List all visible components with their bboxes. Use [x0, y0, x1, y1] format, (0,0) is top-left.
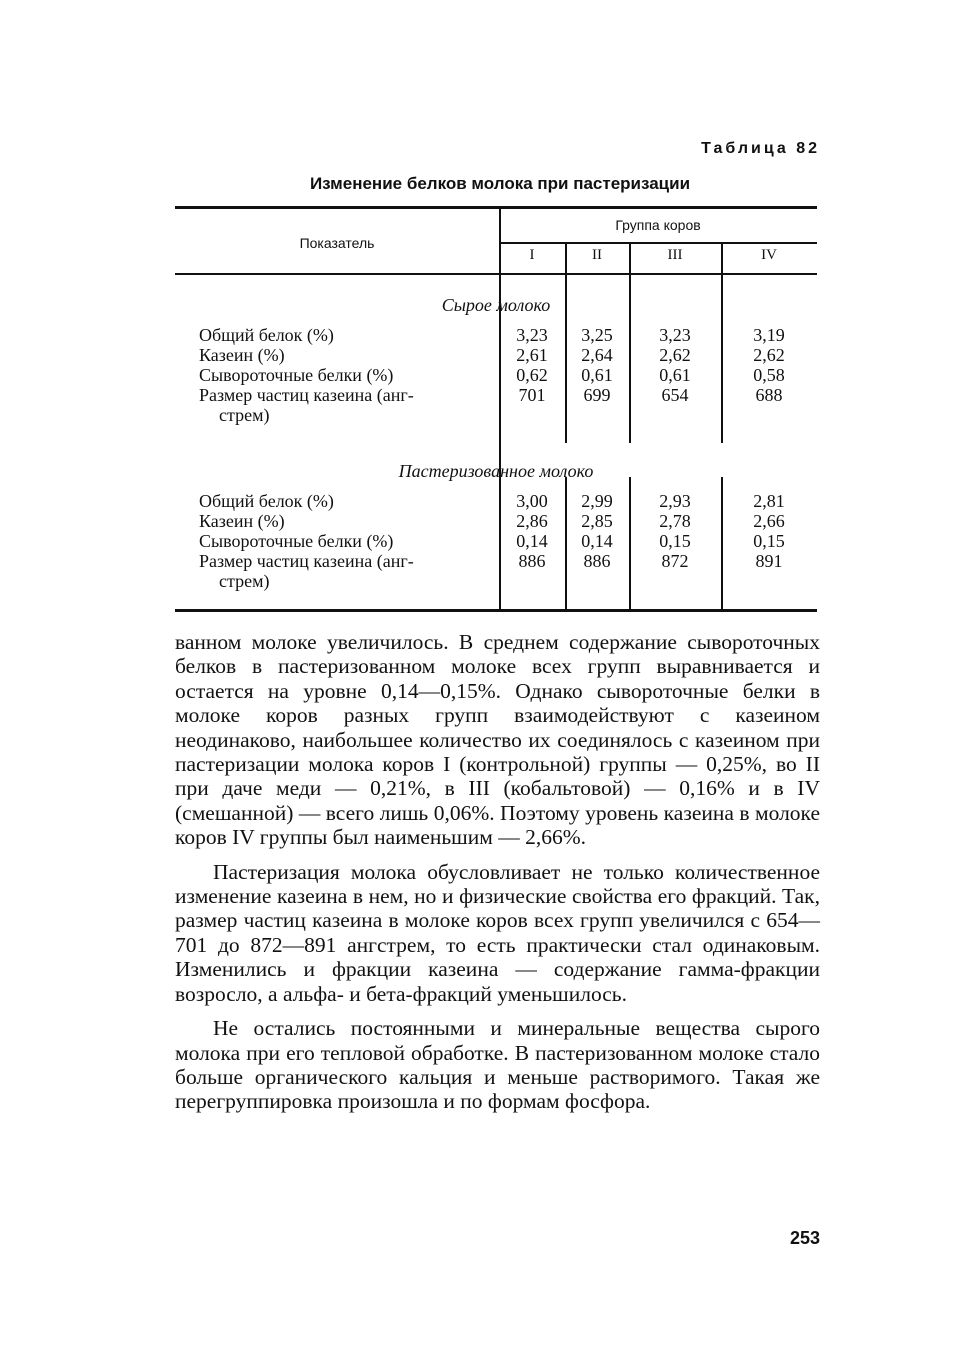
- cell: 2,78: [659, 511, 691, 531]
- cell: 3,19: [753, 325, 785, 345]
- page-number: 253: [789, 1228, 820, 1248]
- table-header-bottom: [175, 273, 817, 275]
- table-title: Изменение белков молока при пастеризации: [309, 174, 691, 193]
- header-col-3: III: [667, 247, 683, 263]
- cell: 3,23: [659, 325, 691, 345]
- cell: 886: [518, 551, 546, 571]
- cell: 3,00: [516, 491, 548, 511]
- row-label-text: Размер частиц казеина (анг-: [199, 385, 414, 405]
- table-header-subline: [499, 242, 817, 244]
- row-label-text: Общий белок (%): [199, 325, 334, 345]
- cell: 2,62: [753, 345, 785, 365]
- row-label-text: Размер частиц казеина (анг-: [199, 551, 414, 571]
- row-label-text: Сывороточные белки (%): [199, 365, 394, 385]
- cell: 0,61: [659, 365, 691, 385]
- header-col-2: II: [592, 247, 602, 263]
- cell: 2,86: [516, 511, 548, 531]
- paragraph-3: Не остались постоянными и минеральные вещества сырого молока при его тепловой обработке. В пастеризованном молоке стало больше органического кальция и меньше растворимого. Такая же перегруппировка произошла и по формам фосфора.: [175, 1016, 820, 1114]
- cell: 701: [518, 385, 546, 405]
- cell: 2,66: [753, 511, 785, 531]
- cell: 0,15: [753, 531, 785, 551]
- row-label-cont: стрем): [219, 571, 270, 591]
- header-group: Группа коров: [615, 217, 701, 233]
- cell: 654: [661, 385, 689, 405]
- cell: 0,15: [659, 531, 691, 551]
- cell: 872: [661, 551, 689, 571]
- row-label: [199, 491, 499, 511]
- section-title-raw: Сырое молоко: [441, 295, 551, 315]
- protein-table: [175, 206, 817, 612]
- row-label: [199, 531, 499, 551]
- cell: 0,61: [581, 365, 613, 385]
- table-divider-col2b: [629, 477, 631, 609]
- cell: 2,64: [581, 345, 613, 365]
- row-label-text: Казеин (%): [199, 345, 285, 365]
- cell: 2,81: [753, 491, 785, 511]
- cell: 0,62: [516, 365, 548, 385]
- row-label: [199, 385, 499, 425]
- row-label: [199, 365, 499, 385]
- cell: 2,85: [581, 511, 613, 531]
- header-indicator: Показатель: [299, 235, 375, 251]
- body-text: [175, 630, 820, 1114]
- table-divider-label-col: [499, 209, 501, 609]
- paragraph-1: ванном молоке увеличилось. В среднем содержание сывороточных белков в пастеризованном молоке всех групп выравнивается и остается на уровне 0,14—0,15%. Однако сывороточные белки в молоке коров разных групп взаимодействуют с казеином неодинаково, наибольшее количество их соединялось с казеином при пастеризации молока коров I (контрольной) группы — 0,25%, во II при даче меди — 0,21%, в III (кобальтовой) — 0,16% и в IV (смешанной) — всего лишь 0,06%. Поэтому уровень казеина в молоке коров IV группы был наименьшим — 2,66%.: [175, 630, 820, 850]
- cell: 3,23: [516, 325, 548, 345]
- row-label-text: Сывороточные белки (%): [199, 531, 394, 551]
- table-number-label: Таблица 82: [701, 140, 820, 157]
- paragraph-2: Пастеризация молока обусловливает не только количественное изменение казеина в нем, но и физические свойства его фракций. Так, размер частиц казеина в молоке коров всех групп увеличился с 654—701 до 872—891 ангстрем, то есть практически стал одинаковым. Изменились и фракции казеина — содержание гамма-фракции возросло, а альфа- и бета-фракций уменьшилось.: [175, 859, 820, 1006]
- row-label: [199, 551, 499, 591]
- cell: 3,25: [581, 325, 613, 345]
- row-label: [199, 325, 499, 345]
- table-divider-col3b: [721, 477, 723, 609]
- cell: 0,14: [516, 531, 548, 551]
- cell: 0,58: [753, 365, 785, 385]
- cell: 699: [583, 385, 611, 405]
- row-label-cont: стрем): [219, 405, 270, 425]
- row-label: [199, 345, 499, 365]
- row-label: [199, 511, 499, 531]
- cell: 0,14: [581, 531, 613, 551]
- cell: 2,62: [659, 345, 691, 365]
- row-label-text: Казеин (%): [199, 511, 285, 531]
- header-col-1: I: [529, 247, 535, 263]
- cell: 2,93: [659, 491, 691, 511]
- cell: 688: [755, 385, 783, 405]
- cell: 2,61: [516, 345, 548, 365]
- section-title-pasteurized: Пастеризованное молоко: [398, 461, 594, 481]
- cell: 891: [755, 551, 783, 571]
- row-label-text: Общий белок (%): [199, 491, 334, 511]
- header-col-4: IV: [761, 247, 777, 263]
- cell: 886: [583, 551, 611, 571]
- cell: 2,99: [581, 491, 613, 511]
